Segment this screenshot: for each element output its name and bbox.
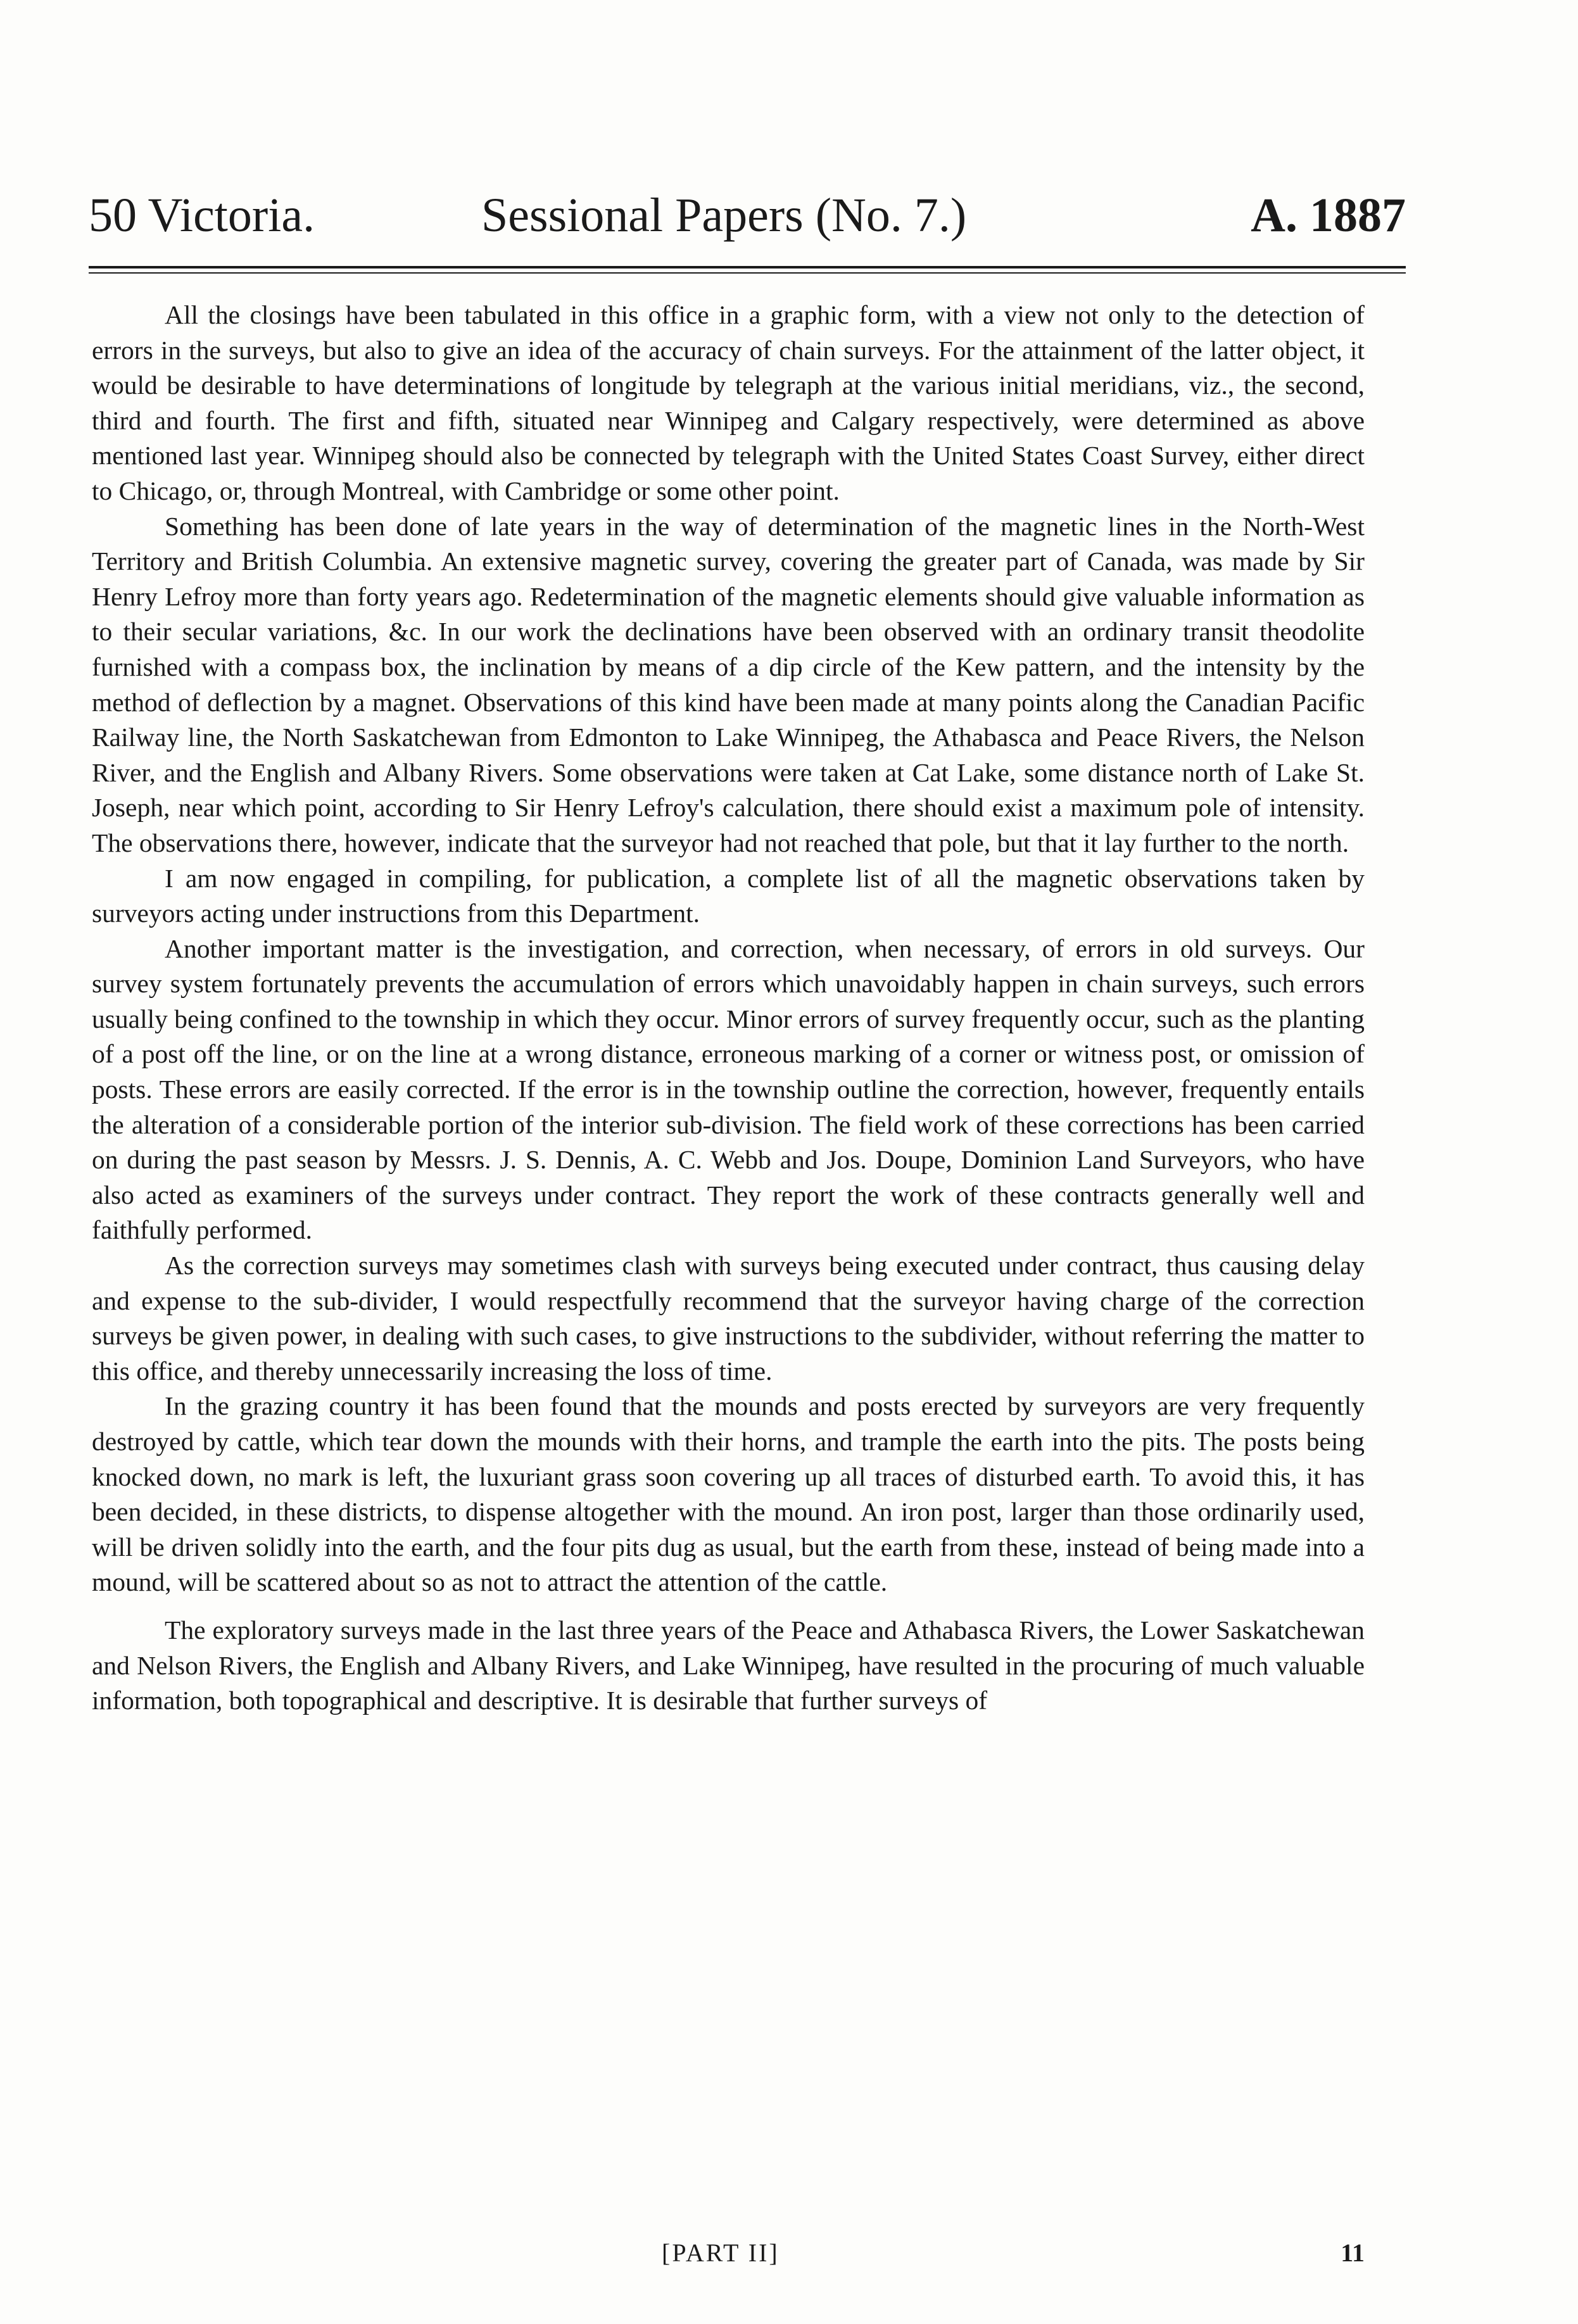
paragraph-correction-surveys: As the correction surveys may sometimes clash with surveys being executed under contract, thus causing delay and expense to the sub-divider, I would respectfully recommend that the surveyor having charge of the correction surveys be given power, in dealing with such cases, to give instructions to the subdivider, without referring the matter to this office, and thereby unnecessarily increasing the loss of time.	[92, 1251, 1365, 1386]
paragraph-compiling: I am now engaged in compiling, for publication, a complete list of all the magnetic observations taken by surveyors acting under instructions from this Department.	[92, 863, 1365, 928]
page-number: 11	[1341, 2239, 1365, 2267]
running-head	[89, 180, 1406, 250]
paragraph-exploratory-surveys: The exploratory surveys made in the last three years of the Peace and Athabasca Rivers, the Lower Saskatchewan and Nelson Rivers, the English and Albany Rivers, and Lake Winnipeg, have resulted in the procuring of much valuable information, both topographical and descriptive. It is desirable that further surveys of	[92, 1615, 1365, 1715]
sessional-papers-label: Sessional Papers (No. 7.)	[481, 189, 967, 242]
paragraph-magnetic-lines: Something has been done of late years in the way of determination of the magnetic lines in the North-West Territory and British Columbia. An extensive magnetic survey, covering the greater part of Canada, was made by Sir Henry Lefroy more than forty years ago. Redetermination of the magnetic elements should give valuable information as to their secular variations, &c. In our work the declinations have been observed with an ordinary transit theodolite furnished with a compass box, the inclination by means of a dip circle of the Kew pattern, and the intensity by the method of deflection by a magnet. Observations of this kind have been made at many points along the Canadian Pacific Railway line, the North Saskatchewan from Edmonton to Lake Winnipeg, the Athabasca and Peace Rivers, the Nelson River, and the English and Albany Rivers. Some observations were taken at Cat Lake, some distance north of Lake St. Joseph, near which point, according to Sir Henry Lefroy's calculation, there should exist a maximum pole of intensity. The observations there, however, indicate that the surveyor had not reached that pole, but that it lay further to the north.	[92, 511, 1365, 857]
session-label: 50 Victoria.	[89, 189, 315, 242]
paragraph-old-surveys: Another important matter is the investigation, and correction, when necessary, of errors in old surveys. Our survey system fortunately prevents the accumulation of errors which unavoidably happen in chain surveys, such errors usually being confined to the township in which they occur. Minor errors of survey frequently occur, such as the planting of a post off the line, or on the line at a wrong distance, erroneous marking of a corner or witness post, or omission of posts. These errors are easily corrected. If the error is in the township outline the correction, however, frequently entails the alteration of a considerable portion of the interior sub-division. The field work of these corrections has been carried on during the past season by Messrs. J. S. Dennis, A. C. Webb and Jos. Doupe, Dominion Land Surveyors, who have also acted as examiners of the surveys under contract. They report the work of these contracts generally well and faithfully performed.	[92, 933, 1365, 1245]
page-footer	[92, 2234, 1365, 2272]
year-label: A. 1887	[1251, 189, 1406, 242]
header-rule-thin	[89, 272, 1406, 274]
paragraph-grazing-country: In the grazing country it has been found that the mounds and posts erected by surveyors are very frequently destroyed by cattle, which tear down the mounds with their horns, and trample the earth into the pits. The posts being knocked down, no mark is left, the luxuriant grass soon covering up all traces of disturbed earth. To avoid this, it has been decided, in these districts, to dispense altogether with the mound. An iron post, larger than those ordinarily used, will be driven solidly into the earth, and the four pits dug as usual, but the earth from these, instead of being made into a mound, will be scattered about so as not to attract the attention of the cattle.	[92, 1391, 1365, 1597]
body-text	[92, 298, 1365, 1719]
header-rule	[89, 266, 1406, 268]
paragraph-closings: All the closings have been tabulated in this office in a graphic form, with a view not only to the detection of errors in the surveys, but also to give an idea of the accuracy of chain surveys. For the attainment of the latter object, it would be desirable to have determinations of longitude by telegraph at the various initial meridians, viz., the second, third and fourth. The first and fifth, situated near Winnipeg and Calgary respectively, were determined as above mentioned last year. Winnipeg should also be connected by telegraph with the United States Coast Survey, either direct to Chicago, or, through Montreal, with Cambridge or some other point.	[92, 300, 1365, 505]
part-marker: [PART II]	[662, 2239, 780, 2267]
